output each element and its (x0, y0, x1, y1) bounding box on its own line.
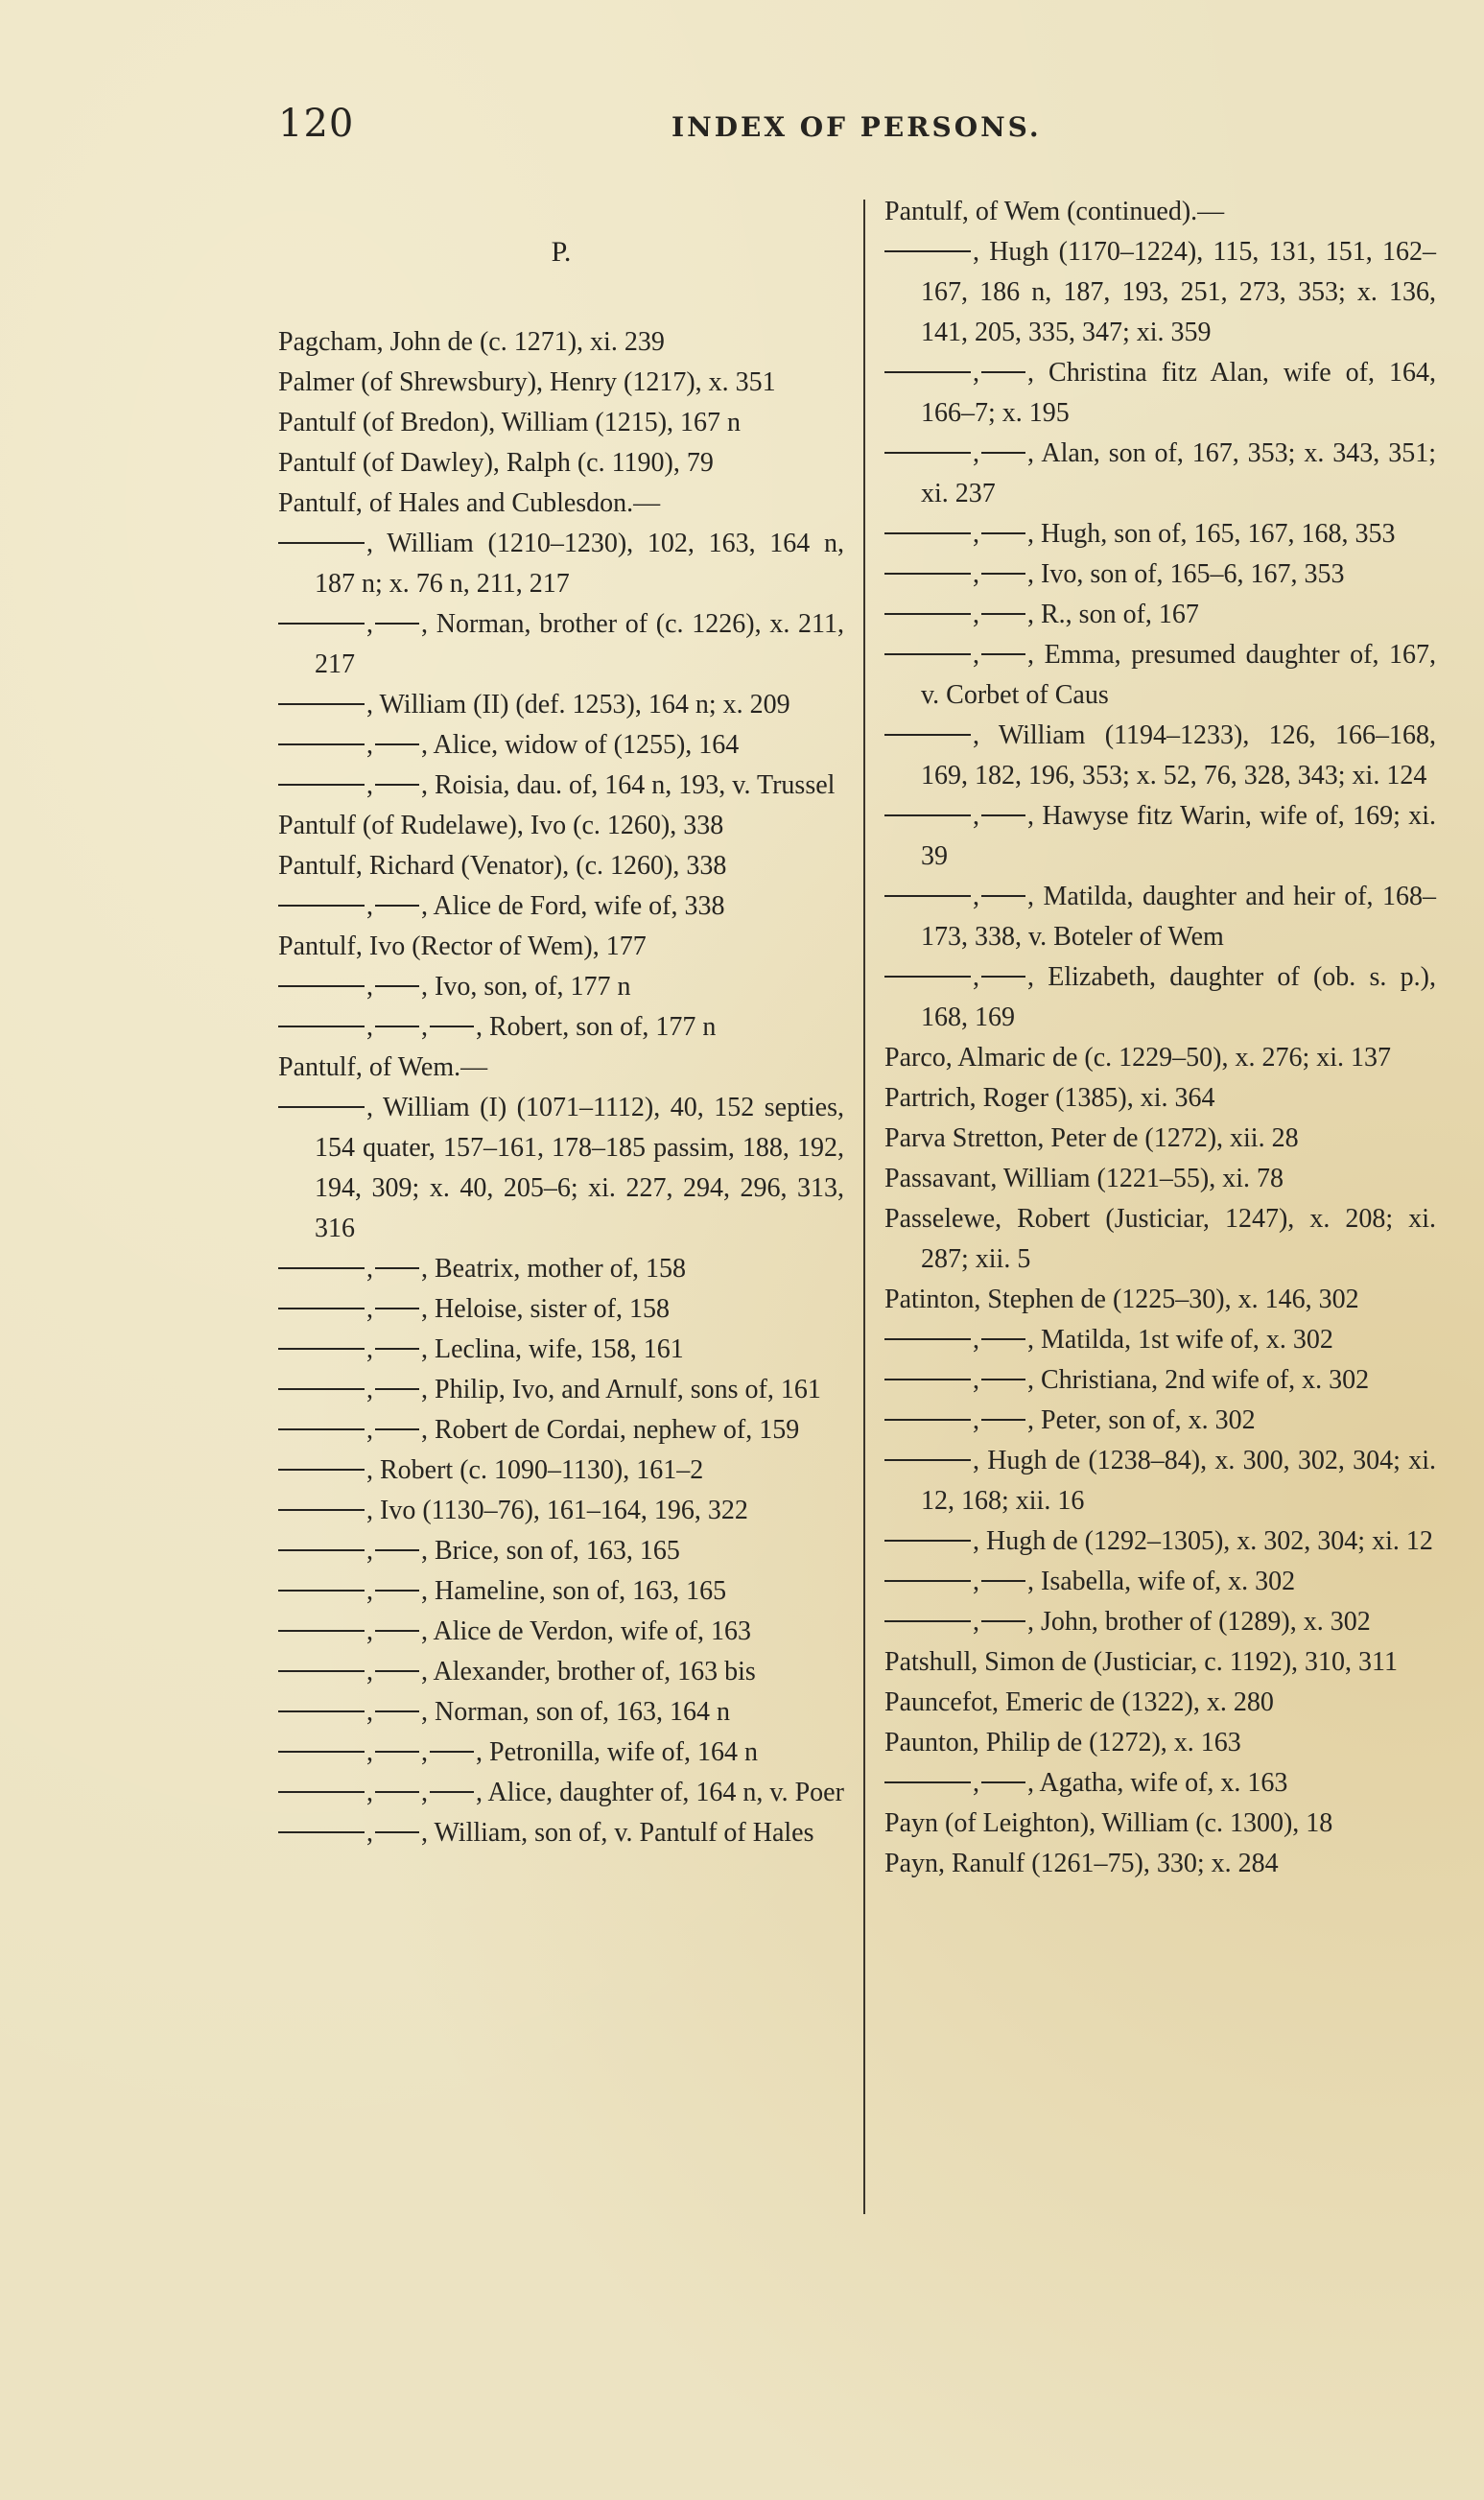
leader-dash (278, 1509, 365, 1511)
entry-text: John, brother of (1289), x. 302 (1041, 1607, 1371, 1637)
index-entry (884, 192, 1436, 232)
index-entry: , , Alice, widow of (1255), 164 (278, 725, 844, 766)
index-entry (278, 1048, 844, 1088)
index-entry (884, 1844, 1436, 1884)
leader-dash (278, 1106, 365, 1108)
column-divider (863, 200, 865, 2214)
leader-dash (981, 1338, 1025, 1340)
leader-dash (884, 895, 971, 897)
index-entry: , , Hugh, son of, 165, 167, 168, 353 (884, 514, 1436, 554)
leader-dash (884, 814, 971, 816)
index-entry: , , , Alice, daughter of, 164 n, v. Poer (278, 1773, 844, 1813)
entry-text: Norman, brother of (c. 1226), x. 211, 217 (315, 609, 844, 679)
leader-dash (884, 734, 971, 736)
index-entry: , William (II) (def. 1253), 164 n; x. 209 (278, 685, 844, 725)
leader-dash (375, 1751, 419, 1753)
leader-dash (981, 613, 1025, 615)
index-entry (884, 1804, 1436, 1844)
leader-dash (981, 371, 1025, 373)
entry-text: Payn, Ranulf (1261–75), 330; x. 284 (884, 1849, 1279, 1878)
leader-dash (981, 1781, 1025, 1783)
leader-dash (981, 976, 1025, 978)
entry-text: Ivo (1130–76), 161–164, 196, 322 (380, 1496, 748, 1525)
index-entry (278, 403, 844, 443)
leader-dash (375, 985, 419, 987)
leader-dash (278, 1308, 365, 1309)
entry-text: Isabella, wife of, x. 302 (1041, 1567, 1296, 1596)
entry-text: Alice, daughter of, 164 n, v. Poer (487, 1778, 844, 1807)
index-entry: , , Ivo, son of, 165–6, 167, 353 (884, 554, 1436, 595)
index-entry: , William (1194–1233), 126, 166–168, 169, 182, 196, 353; x. 52, 76, 328, 343; xi. 124 (884, 716, 1436, 796)
index-entry: , , Beatrix, mother of, 158 (278, 1249, 844, 1289)
leader-dash (278, 1388, 365, 1390)
index-entry (884, 1078, 1436, 1119)
index-entry: , , Leclina, wife, 158, 161 (278, 1330, 844, 1370)
leader-dash (278, 1267, 365, 1269)
leader-dash (278, 1469, 365, 1471)
index-entry: , William (1210–1230), 102, 163, 164 n, 187 n; x. 76 n, 211, 217 (278, 524, 844, 604)
entry-text: Robert, son of, 177 n (489, 1012, 717, 1042)
leader-dash (375, 1791, 419, 1793)
leader-dash (884, 1338, 971, 1340)
leader-dash (375, 1831, 419, 1833)
index-entry (278, 846, 844, 886)
entry-text: William (1210–1230), 102, 163, 164 n, 187 n; x. 76 n, 211, 217 (315, 529, 844, 599)
index-entry: , , Isabella, wife of, x. 302 (884, 1562, 1436, 1602)
index-entry (884, 1280, 1436, 1320)
entry-text: Brice, son of, 163, 165 (435, 1536, 680, 1566)
leader-dash (375, 1630, 419, 1632)
entry-text: William (1194–1233), 126, 166–168, 169, 182, 196, 353; x. 52, 76, 328, 343; xi. 124 (921, 720, 1436, 790)
leader-dash (375, 1308, 419, 1309)
index-entry: , , Hameline, son of, 163, 165 (278, 1571, 844, 1612)
leader-dash (375, 1590, 419, 1592)
leader-dash (884, 1419, 971, 1421)
leader-dash (278, 1670, 365, 1672)
entry-text: Patshull, Simon de (Justiciar, c. 1192), 310, 311 (884, 1647, 1398, 1677)
leader-dash (278, 703, 365, 705)
entry-text: William, son of, v. Pantulf of Hales (434, 1818, 814, 1848)
index-entry: , , Christina fitz Alan, wife of, 164, 166–7; x. 195 (884, 353, 1436, 434)
leader-dash (375, 905, 419, 907)
leader-dash (981, 1379, 1025, 1380)
entry-text: Alice de Ford, wife of, 338 (433, 891, 725, 921)
entry-text: Parva Stretton, Peter de (1272), xii. 28 (884, 1123, 1299, 1153)
index-entry: , , Matilda, daughter and heir of, 168–173, 338, v. Boteler of Wem (884, 877, 1436, 957)
leader-dash (375, 623, 419, 625)
entry-text: Leclina, wife, 158, 161 (435, 1334, 684, 1364)
entry-text: Partrich, Roger (1385), xi. 364 (884, 1083, 1215, 1113)
index-entry (884, 1038, 1436, 1078)
entry-text: R., son of, 167 (1041, 600, 1199, 629)
index-entry: , Robert (c. 1090–1130), 161–2 (278, 1450, 844, 1491)
index-entry: , William (I) (1071–1112), 40, 152 septies, 154 quater, 157–161, 178–185 passim, 188, 192, 194, 309; x. 40, 205–6; xi. 227, 294, 296, 313, 316 (278, 1088, 844, 1249)
index-entry: , , Elizabeth, daughter of (ob. s. p.), 168, 169 (884, 957, 1436, 1038)
left-column (278, 192, 844, 1853)
entry-text: Christina fitz Alan, wife of, 164, 166–7; x. 195 (921, 358, 1436, 428)
leader-dash (884, 653, 971, 655)
leader-dash (981, 532, 1025, 534)
leader-dash (375, 743, 419, 745)
running-head: INDEX OF PERSONS. (671, 111, 1042, 143)
leader-dash (278, 784, 365, 786)
entry-text: Matilda, 1st wife of, x. 302 (1041, 1325, 1333, 1355)
leader-dash (884, 250, 971, 252)
index-entry (884, 1199, 1436, 1280)
entry-text: Ivo, son of, 165–6, 167, 353 (1041, 559, 1345, 589)
leader-dash (884, 1580, 971, 1582)
index-entry: , , Ivo, son, of, 177 n (278, 967, 844, 1007)
index-entry: , , Alice de Verdon, wife of, 163 (278, 1612, 844, 1652)
index-entry: , , Christiana, 2nd wife of, x. 302 (884, 1360, 1436, 1401)
entry-text: Passavant, William (1221–55), xi. 78 (884, 1164, 1284, 1193)
leader-dash (430, 1026, 474, 1027)
entry-text: Pantulf (of Dawley), Ralph (c. 1190), 79 (278, 448, 714, 478)
entry-text: Roisia, dau. of, 164 n, 193, v. Trussel (435, 770, 836, 800)
index-entry (884, 1723, 1436, 1763)
entry-text: Hameline, son of, 163, 165 (435, 1576, 727, 1606)
index-entry: , , Alice de Ford, wife of, 338 (278, 886, 844, 927)
leader-dash (375, 784, 419, 786)
leader-dash (375, 1348, 419, 1350)
entry-text: Alan, son of, 167, 353; x. 343, 351; xi. 237 (921, 438, 1436, 508)
leader-dash (375, 1026, 419, 1027)
entry-text: Matilda, daughter and heir of, 168–173, 338, v. Boteler of Wem (921, 882, 1436, 952)
leader-dash (981, 1620, 1025, 1622)
leader-dash (430, 1791, 474, 1793)
entry-text: Payn (of Leighton), William (c. 1300), 18 (884, 1808, 1333, 1838)
index-entry (884, 1119, 1436, 1159)
leader-dash (375, 1549, 419, 1551)
index-entry: , , , Petronilla, wife of, 164 n (278, 1733, 844, 1773)
entry-text: Paunton, Philip de (1272), x. 163 (884, 1728, 1241, 1757)
leader-dash (884, 573, 971, 575)
index-entry (278, 443, 844, 483)
entry-text: Heloise, sister of, 158 (435, 1294, 670, 1324)
leader-dash (375, 1710, 419, 1712)
leader-dash (981, 573, 1025, 575)
entry-text: Hawyse fitz Warin, wife of, 169; xi. 39 (921, 801, 1437, 871)
entry-text: Pantulf, Richard (Venator), (c. 1260), 338 (278, 851, 727, 881)
index-entry (884, 1159, 1436, 1199)
index-entry: , , Peter, son of, x. 302 (884, 1401, 1436, 1441)
leader-dash (278, 1791, 365, 1793)
leader-dash (884, 613, 971, 615)
index-entry: , , Roisia, dau. of, 164 n, 193, v. Trussel (278, 766, 844, 806)
left-entries (278, 322, 844, 1853)
index-entry: , , Norman, brother of (c. 1226), x. 211, 217 (278, 604, 844, 685)
leader-dash (884, 1781, 971, 1783)
entry-text: Pantulf, of Wem.— (278, 1052, 488, 1082)
entry-text: Pantulf, of Hales and Cublesdon.— (278, 488, 661, 518)
entry-text: William (I) (1071–1112), 40, 152 septies, 154 quater, 157–161, 178–185 passim, 188, 192, 194, 309; x. 40, 205–6; xi. 227, 294, 296, 313, 316 (315, 1093, 844, 1243)
entry-text: Beatrix, mother of, 158 (435, 1254, 687, 1284)
leader-dash (981, 895, 1025, 897)
index-entry: , , Alexander, brother of, 163 bis (278, 1652, 844, 1692)
entry-text: Christiana, 2nd wife of, x. 302 (1041, 1365, 1370, 1395)
leader-dash (884, 532, 971, 534)
entry-text: Ivo, son, of, 177 n (435, 972, 631, 1002)
entry-text: Elizabeth, daughter of (ob. s. p.), 168, 169 (921, 962, 1437, 1032)
index-entry: , , Norman, son of, 163, 164 n (278, 1692, 844, 1733)
entry-text: Hugh (1170–1224), 115, 131, 151, 162–167, 186 n, 187, 193, 251, 273, 353; x. 136, 141, 205, 335, 347; xi. 359 (921, 237, 1436, 347)
leader-dash (981, 452, 1025, 454)
leader-dash (375, 1670, 419, 1672)
leader-dash (981, 1419, 1025, 1421)
index-entry: , , Alan, son of, 167, 353; x. 343, 351; xi. 237 (884, 434, 1436, 514)
entry-text: William (II) (def. 1253), 164 n; x. 209 (379, 690, 790, 719)
entry-text: Parco, Almaric de (c. 1229–50), x. 276; xi. 137 (884, 1043, 1392, 1073)
entry-text: Pantulf (of Rudelawe), Ivo (c. 1260), 338 (278, 811, 724, 840)
leader-dash (278, 623, 365, 625)
index-entry: , , R., son of, 167 (884, 595, 1436, 635)
leader-dash (981, 1580, 1025, 1582)
entry-text: Pauncefot, Emeric de (1322), x. 280 (884, 1687, 1274, 1717)
entry-text: Philip, Ivo, and Arnulf, sons of, 161 (435, 1375, 821, 1404)
entry-text: Norman, son of, 163, 164 n (435, 1697, 730, 1727)
entry-text: Peter, son of, x. 302 (1041, 1405, 1256, 1435)
index-entry: , , Philip, Ivo, and Arnulf, sons of, 161 (278, 1370, 844, 1410)
entry-text: Passelewe, Robert (Justiciar, 1247), x. 208; xi. 287; xii. 5 (884, 1204, 1436, 1274)
leader-dash (884, 371, 971, 373)
right-entries (884, 192, 1436, 1884)
leader-dash (278, 1428, 365, 1430)
index-entry (278, 322, 844, 363)
index-entry: , , Matilda, 1st wife of, x. 302 (884, 1320, 1436, 1360)
index-entry: , , Heloise, sister of, 158 (278, 1289, 844, 1330)
index-entry: , Ivo (1130–76), 161–164, 196, 322 (278, 1491, 844, 1531)
index-entry: , , Robert de Cordai, nephew of, 159 (278, 1410, 844, 1450)
index-entry (278, 483, 844, 524)
leader-dash (278, 985, 365, 987)
leader-dash (884, 1620, 971, 1622)
entry-text: Pantulf (of Bredon), William (1215), 167 n (278, 408, 742, 437)
index-entry: , , Hawyse fitz Warin, wife of, 169; xi. 39 (884, 796, 1436, 877)
leader-dash (884, 1379, 971, 1380)
index-entry: , , Emma, presumed daughter of, 167, v. Corbet of Caus (884, 635, 1436, 716)
leader-dash (278, 542, 365, 544)
entry-text: Alice de Verdon, wife of, 163 (433, 1616, 751, 1646)
index-entry: , , Agatha, wife of, x. 163 (884, 1763, 1436, 1804)
index-entry: , Hugh de (1292–1305), x. 302, 304; xi. 12 (884, 1521, 1436, 1562)
leader-dash (884, 1459, 971, 1461)
right-column (884, 192, 1436, 1884)
index-entry: , Hugh de (1238–84), x. 300, 302, 304; xi. 12, 168; xii. 16 (884, 1441, 1436, 1521)
leader-dash (278, 1710, 365, 1712)
entry-text: Pantulf, of Wem (continued).— (884, 197, 1225, 226)
entry-text: Emma, presumed daughter of, 167, v. Corbet of Caus (921, 640, 1437, 710)
index-entry: , Hugh (1170–1224), 115, 131, 151, 162–167, 186 n, 187, 193, 251, 273, 353; x. 136, 141, 205, 335, 347; xi. 359 (884, 232, 1436, 353)
leader-dash (884, 452, 971, 454)
leader-dash (278, 905, 365, 907)
leader-dash (375, 1428, 419, 1430)
leader-dash (278, 1831, 365, 1833)
entry-text: Pagcham, John de (c. 1271), xi. 239 (278, 327, 665, 357)
leader-dash (430, 1751, 474, 1753)
entry-text: Hugh de (1292–1305), x. 302, 304; xi. 12 (986, 1526, 1433, 1556)
entry-text: Robert de Cordai, nephew of, 159 (435, 1415, 800, 1445)
section-letter: P. (551, 236, 572, 268)
index-entry: , , John, brother of (1289), x. 302 (884, 1602, 1436, 1642)
index-entry (278, 363, 844, 403)
leader-dash (375, 1267, 419, 1269)
entry-text: Alice, widow of (1255), 164 (433, 730, 740, 760)
index-entry (884, 1683, 1436, 1723)
entry-text: Robert (c. 1090–1130), 161–2 (380, 1455, 704, 1485)
page-header (0, 102, 1484, 150)
entry-text: Pantulf, Ivo (Rector of Wem), 177 (278, 932, 647, 961)
index-entry: , , , Robert, son of, 177 n (278, 1007, 844, 1048)
leader-dash (278, 1549, 365, 1551)
index-entry (278, 806, 844, 846)
entry-text: Alexander, brother of, 163 bis (433, 1657, 756, 1686)
leader-dash (278, 1348, 365, 1350)
leader-dash (278, 1751, 365, 1753)
leader-dash (278, 743, 365, 745)
index-entry: , , Brice, son of, 163, 165 (278, 1531, 844, 1571)
page-number: 120 (278, 102, 355, 146)
leader-dash (884, 1540, 971, 1542)
leader-dash (278, 1630, 365, 1632)
leader-dash (981, 814, 1025, 816)
entry-text: Hugh de (1238–84), x. 300, 302, 304; xi. 12, 168; xii. 16 (921, 1446, 1437, 1516)
leader-dash (884, 976, 971, 978)
entry-text: Hugh, son of, 165, 167, 168, 353 (1041, 519, 1396, 549)
entry-text: Palmer (of Shrewsbury), Henry (1217), x. 351 (278, 367, 776, 397)
index-entry (884, 1642, 1436, 1683)
leader-dash (375, 1388, 419, 1390)
index-entry: , , William, son of, v. Pantulf of Hales (278, 1813, 844, 1853)
leader-dash (278, 1590, 365, 1592)
leader-dash (278, 1026, 365, 1027)
entry-text: Agatha, wife of, x. 163 (1039, 1768, 1288, 1798)
index-entry (278, 927, 844, 967)
entry-text: Patinton, Stephen de (1225–30), x. 146, 302 (884, 1285, 1359, 1314)
entry-text: Petronilla, wife of, 164 n (489, 1737, 758, 1767)
leader-dash (981, 653, 1025, 655)
